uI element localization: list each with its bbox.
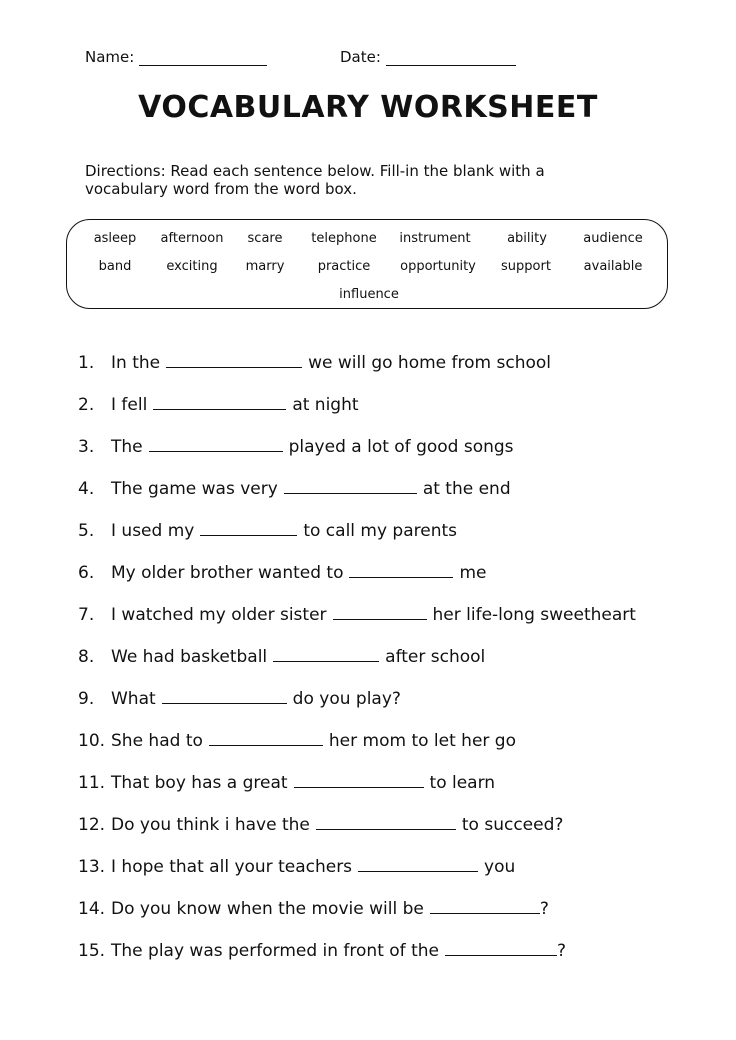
question-text-before: Do you know when the movie will be [111,899,424,919]
question-number: 13. [78,857,106,877]
answer-blank[interactable] [430,899,540,914]
word-box-item: marry [245,259,285,274]
question-number: 1. [78,353,95,373]
question-text-before: Do you think i have the [111,815,310,835]
question-text-before: I fell [111,395,148,415]
question-text-after: at the end [422,479,511,499]
answer-blank[interactable] [209,731,323,746]
question-item [78,899,549,919]
question-text-after: me [459,563,487,583]
word-box-item: afternoon [160,231,224,246]
question-text-after: to learn [429,773,496,793]
word-box-item: band [98,259,132,274]
question-text-before: She had to [111,731,203,751]
question-item [78,521,457,541]
word-box-item: ability [507,231,547,246]
question-text-before: I watched my older sister [111,605,327,625]
word-box-item: audience [583,231,643,246]
question-item [78,395,359,415]
question-text-before: That boy has a great [111,773,288,793]
question-item [78,647,485,667]
answer-blank[interactable] [284,479,417,494]
question-item [78,731,516,751]
name-blank[interactable] [139,49,267,66]
question-text-after: you [484,857,516,877]
page-title: VOCABULARY WORKSHEET [138,90,598,125]
question-number: 15. [78,941,106,961]
question-item [78,941,566,961]
question-text-before: The game was very [111,479,278,499]
question-item [78,479,511,499]
question-number: 9. [78,689,95,709]
question-item [78,689,401,709]
question-text-before: The play was performed in front of the [111,941,439,961]
word-box-item: opportunity [400,259,476,274]
answer-blank[interactable] [166,353,302,368]
answer-blank[interactable] [294,773,424,788]
name-field [85,48,267,66]
question-text-after: we will go home from school [308,353,551,373]
answer-blank[interactable] [162,689,287,704]
date-label: Date: [340,48,381,66]
answer-blank[interactable] [273,647,379,662]
question-number: 5. [78,521,95,541]
word-box-item: practice [317,259,371,274]
word-box [66,219,668,309]
question-number: 7. [78,605,95,625]
question-text-after: ? [539,899,549,919]
answer-blank[interactable] [200,521,297,536]
directions-text: Directions: Read each sentence below. Fill-in the blank with a vocabulary word from the word box. [85,162,545,198]
question-text-after: do you play? [292,689,401,709]
word-box-item: influence [339,287,399,302]
question-number: 4. [78,479,95,499]
question-number: 10. [78,731,106,751]
question-text-after: played a lot of good songs [288,437,514,457]
question-item [78,857,515,877]
question-item [78,605,636,625]
date-field [340,48,516,66]
name-label: Name: [85,48,135,66]
word-box-item: available [583,259,643,274]
question-item [78,815,563,835]
answer-blank[interactable] [149,437,283,452]
question-text-after: her mom to let her go [328,731,516,751]
answer-blank[interactable] [349,563,453,578]
question-number: 6. [78,563,95,583]
answer-blank[interactable] [358,857,478,872]
answer-blank[interactable] [333,605,427,620]
question-number: 11. [78,773,106,793]
question-text-after: ? [556,941,566,961]
word-box-item: scare [247,231,283,246]
question-item [78,353,551,373]
question-item [78,773,495,793]
question-text-before: What [111,689,156,709]
word-box-item: telephone [311,231,377,246]
word-box-item: support [501,259,551,274]
question-text-before: In the [111,353,161,373]
question-number: 8. [78,647,95,667]
question-text-after: at night [292,395,359,415]
question-text-after: after school [385,647,486,667]
question-item [78,437,514,457]
question-number: 2. [78,395,95,415]
question-item [78,563,487,583]
word-box-item: exciting [166,259,218,274]
date-blank[interactable] [386,49,516,66]
answer-blank[interactable] [153,395,286,410]
question-text-before: The [111,437,143,457]
answer-blank[interactable] [445,941,557,956]
answer-blank[interactable] [316,815,456,830]
question-number: 3. [78,437,95,457]
question-text-before: We had basketball [111,647,268,667]
word-box-item: asleep [93,231,137,246]
question-text-before: My older brother wanted to [111,563,344,583]
question-text-after: to succeed? [461,815,564,835]
word-box-item: instrument [399,231,471,246]
question-text-before: I used my [111,521,195,541]
question-text-after: her life-long sweetheart [432,605,636,625]
question-text-before: I hope that all your teachers [111,857,353,877]
question-number: 14. [78,899,106,919]
question-text-after: to call my parents [303,521,458,541]
question-number: 12. [78,815,106,835]
